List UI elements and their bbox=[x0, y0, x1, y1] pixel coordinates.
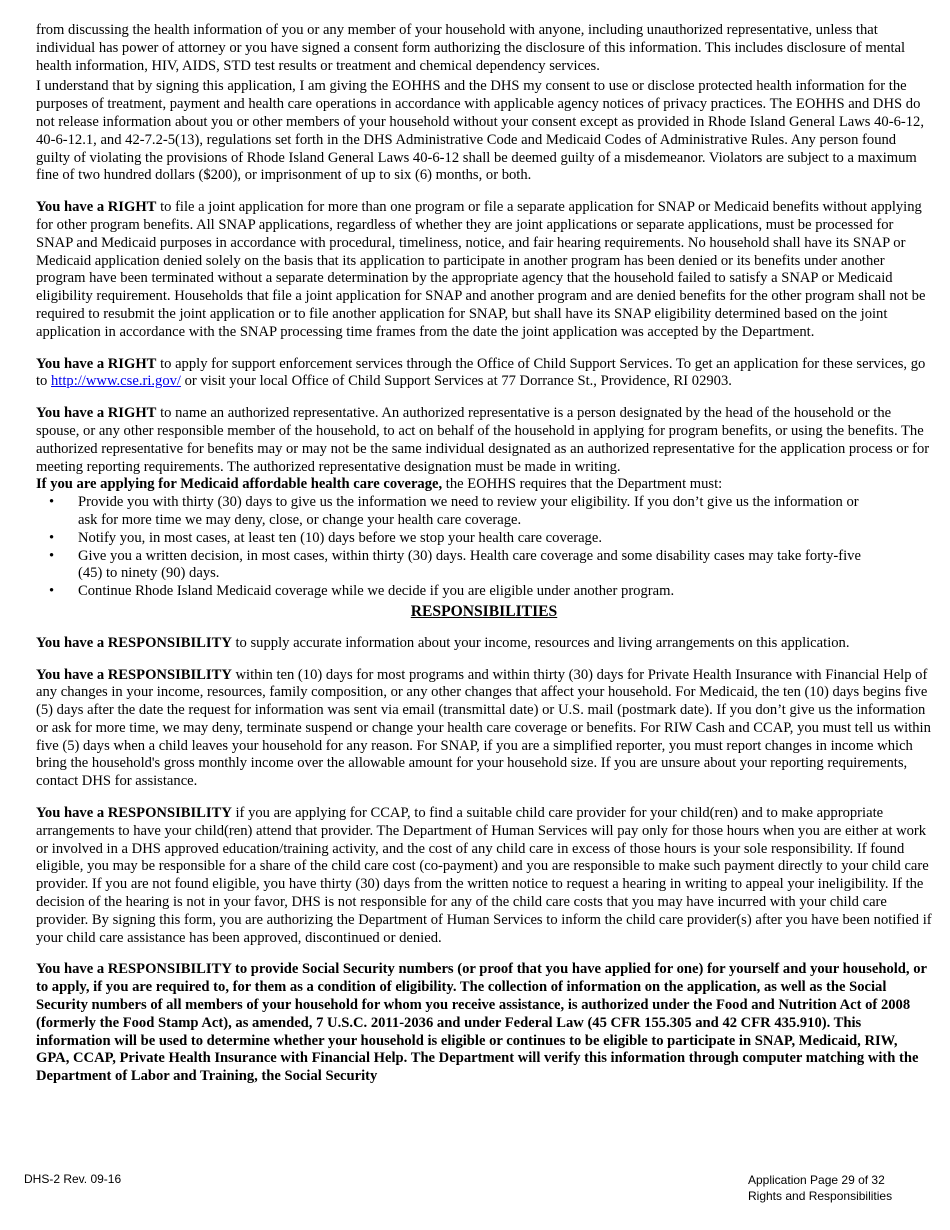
responsibility-text: if you are applying for CCAP, to find a suitable child care provider for your child(ren) and to make appropriate arrangements to have your child(ren) attend that provider. The Department of Human Services will pay only for those hours when you are either at work or involved in a DHS approved education/training activity, and the cost of any child care in excess of those hours is your sole responsibility. If found eligible, you may be responsible for a share of the child care cost (co-payment) and you are responsible to make such payment directly to your child care provider. If you are not found eligible, you have thirty (30) days from the written notice to request a hearing in writing to appeal your ineligibility. If the decision of the hearing is not in your favor, DHS is not responsible for any of the child care costs that you may have incurred with your child care provider. By signing this form, you are authorizing the Department of Human Services to inform the child care provider(s) after you have been notified if your child care assistance has been approved, discontinued or denied. bbox=[36, 805, 932, 946]
right-child-support-paragraph bbox=[36, 356, 932, 392]
list-item bbox=[49, 494, 932, 530]
page-number: Application Page 29 of 32 bbox=[748, 1173, 885, 1187]
list-item bbox=[49, 583, 932, 601]
responsibility-lead: You have a RESPONSIBILITY bbox=[36, 634, 232, 651]
responsibility-text: within ten (10) days for most programs and within thirty (30) days for Private Health Insurance with Financial Help of any changes in your income, resources, family composition, or any other changes that affect your household. For Medicaid, the ten (10) days begins five (5) days after the date the request for information was sent via email (transmittal date) or U.S. mail (postmark date). If you don’t give us the information or ask for more time, we may deny, terminate suspend or change your health care coverage or benefits. For RIW Cash and CCAP, you must tell us within five (5) days when a child leaves your household for any reason. For SNAP, if you are a simplified reporter, you must report changes in income which bring the household's gross monthly income over the allowable amount for your household size. If you are unsure about your reporting requirements, contact DHS for assistance. bbox=[36, 666, 931, 790]
list-item bbox=[49, 547, 932, 584]
section-heading: RESPONSIBILITIES bbox=[410, 602, 558, 620]
right-lead: You have a RIGHT bbox=[36, 405, 157, 422]
right-text: or visit your local Office of Child Support Services at 77 Dorrance St., Providence, RI 02903. bbox=[180, 373, 732, 390]
right-lead: You have a RIGHT bbox=[36, 355, 157, 372]
responsibility-accurate-info-paragraph bbox=[36, 635, 932, 653]
bullet-icon: • bbox=[49, 494, 55, 511]
medicaid-requirements-list bbox=[36, 494, 932, 601]
right-authorized-rep-paragraph bbox=[36, 405, 932, 476]
list-item bbox=[49, 529, 932, 548]
bullet-icon: • bbox=[49, 529, 55, 546]
responsibility-ssn-paragraph: You have a RESPONSIBILITY to provide Social Security numbers (or proof that you have applied for one) for yourself and your household, or to apply, if you are required to, for them as a condition of eligibility. The collection of information on the application, as well as the Social Security numbers of all members of your household for whom you receive assistance, is authorized under the Food and Nutrition Act of 2008 (formerly the Food Stamp Act), as amended, 7 U.S.C. 2011-2036 and under Federal Law (45 CFR 155.305 and 42 CFR 435.910). This information will be used to determine whether your household is eligible or continues to be eligible to participate in SNAP, Medicaid, RIW, GPA, CCAP, Private Health Insurance with Financial Help. The Department will verify this information through computer matching with the Department of Labor and Training, the Social Security bbox=[36, 961, 927, 1085]
bullet-icon: • bbox=[49, 547, 55, 564]
right-lead: You have a RIGHT bbox=[36, 199, 157, 216]
medicaid-intro-paragraph bbox=[36, 476, 932, 494]
form-id: DHS-2 Rev. 09-16 bbox=[24, 1172, 122, 1186]
responsibility-lead: You have a RESPONSIBILITY bbox=[36, 666, 232, 683]
bullet-icon: • bbox=[49, 583, 55, 600]
list-item-text: Notify you, in most cases, at least ten (10) days before we stop your health care coverage. bbox=[78, 529, 602, 546]
right-joint-application-paragraph bbox=[36, 199, 932, 341]
list-item-text: Continue Rhode Island Medicaid coverage while we decide if you are eligible under another program. bbox=[78, 583, 675, 600]
list-item-text: Give you a written decision, in most cases, within thirty (30) days. Health care coverage and some disability cases may take forty-five (45) to ninety (90) days. bbox=[78, 547, 861, 582]
medicaid-text: the EOHHS requires that the Department must: bbox=[442, 476, 723, 493]
list-item-text: Provide you with thirty (30) days to give us the information we need to review your eligibility. If you don’t give us the information or ask for more time we may deny, close, or change your health care coverage. bbox=[78, 494, 859, 528]
medicaid-lead: If you are applying for Medicaid affordable health care coverage, bbox=[36, 476, 443, 493]
responsibility-report-changes-paragraph bbox=[36, 667, 932, 792]
cse-link[interactable]: http://www.cse.ri.gov/ bbox=[51, 373, 181, 390]
responsibility-lead: You have a RESPONSIBILITY bbox=[36, 805, 232, 822]
consent-paragraph: I understand that by signing this application, I am giving the EOHHS and the DHS my consent to use or disclose protected health information for the purposes of treatment, payment and health care operations in accordance with applicable agency notices of privacy practices. The EOHHS and DHS do not release information about you or other members of your household without your consent except as provided in Rhode Island General Laws 40-6-12, 40-6-12.1, and 42-7.2-5(13), regulations set forth in the DHS Administrative Code and Medicaid Codes of Administrative Rules. Any person found guilty of violating the provisions of Rhode Island General Laws 40-6-12 shall be deemed guilty of a misdemeanor. Violators are subject to a maximum fine of two hundred dollars ($200), or imprisonment of up to six (6) months, or both. bbox=[36, 78, 924, 184]
privacy-paragraph: from discussing the health information of you or any member of your household with anyone, including unauthorized representative, unless that individual has power of attorney or you have signed a consent form authorizing the disclosure of this information. This includes disclosure of mental health information, HIV, AIDS, STD test results or treatment and chemical dependency services. bbox=[36, 22, 906, 74]
right-text: to file a joint application for more than one program or file a separate application for SNAP or Medicaid benefits without applying for other program benefits. All SNAP applications, regardless of whether they are joint applications or separate applications, must be processed for SNAP and Medicaid purposes in accordance with procedural, timeliness, notice, and fair hearing requirements. No household shall have its SNAP or Medicaid application denied solely on the basis that its application to participate in another program has been denied or its benefits under another program have been terminated without a separate determination by the appropriate agency that the household failed to satisfy a SNAP or Medicaid eligibility requirement. Households that file a joint application for SNAP and another program and are denied benefits for the other program shall not be required to resubmit the joint application or to file another application for SNAP, but shall have its SNAP eligibility determined based on the joint application in accordance with the SNAP processing time frames from the date the joint application was accepted by the Department. bbox=[36, 199, 926, 340]
document-body bbox=[36, 22, 932, 1086]
right-text: to apply for support enforcement services through the Office of Child Support Services. To get an application for these services, go to bbox=[36, 355, 926, 390]
responsibility-text: to supply accurate information about your income, resources and living arrangements on this application. bbox=[231, 634, 850, 651]
page-footer bbox=[748, 1172, 892, 1204]
section-label: Rights and Responsibilities bbox=[748, 1189, 893, 1203]
right-text: to name an authorized representative. An authorized representative is a person designated by the head of the household or the spouse, or any other responsible member of the household, to act on behalf of the household in applying for program benefits, or using the benefits. The authorized representative for benefits may or may not be the same individual designated as an authorized representative for the application process or for meeting reporting requirements. The authorized representative designation must be made in writing. bbox=[36, 405, 930, 475]
responsibility-ccap-paragraph bbox=[36, 805, 932, 947]
